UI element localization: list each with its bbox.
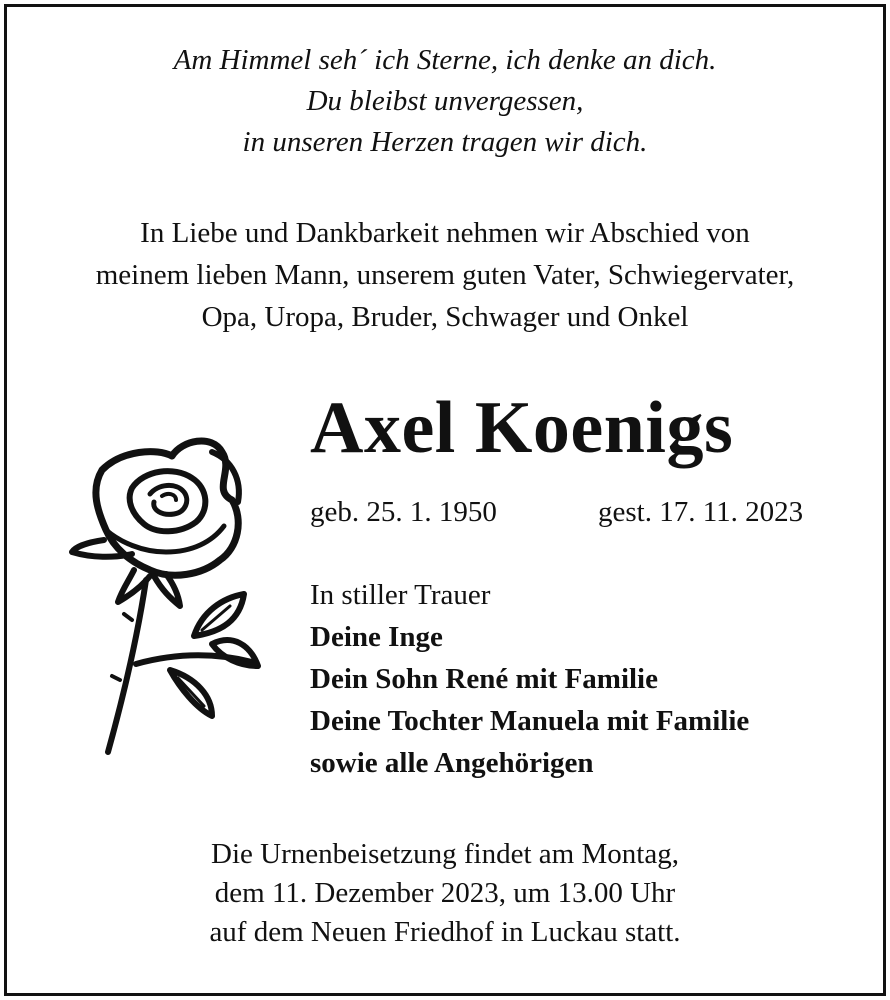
mourners-heading: In stiller Trauer	[310, 579, 491, 611]
poem	[0, 40, 890, 163]
poem-line: Du bleibst unvergessen,	[306, 85, 584, 117]
deceased-name: Axel Koenigs	[310, 387, 734, 469]
rose-icon	[62, 430, 272, 760]
intro-line: Opa, Uropa, Bruder, Schwager und Onkel	[201, 301, 689, 333]
poem-line: in unseren Herzen tragen wir dich.	[242, 126, 648, 158]
intro-line: In Liebe und Dankbarkeit nehmen wir Abschied von	[140, 217, 750, 249]
mourner-name: Deine Tochter Manuela mit Familie	[310, 705, 750, 737]
mourners-block	[310, 574, 749, 784]
mourner-name: sowie alle Angehörigen	[310, 747, 594, 779]
intro-line: meinem lieben Mann, unserem guten Vater, Schwiegervater,	[95, 259, 795, 291]
intro-text	[0, 212, 890, 338]
funeral-info	[0, 835, 890, 952]
mourner-name: Dein Sohn René mit Familie	[310, 663, 658, 695]
funeral-line: auf dem Neuen Friedhof in Luckau statt.	[209, 916, 681, 948]
mourner-name: Deine Inge	[310, 621, 443, 653]
funeral-line: Die Urnenbeisetzung findet am Montag,	[211, 838, 679, 870]
death-date: gest. 17. 11. 2023	[598, 496, 804, 528]
funeral-line: dem 11. Dezember 2023, um 13.00 Uhr	[214, 877, 676, 909]
birth-date: geb. 25. 1. 1950	[310, 496, 497, 528]
poem-line: Am Himmel seh´ ich Sterne, ich denke an dich.	[173, 44, 717, 76]
